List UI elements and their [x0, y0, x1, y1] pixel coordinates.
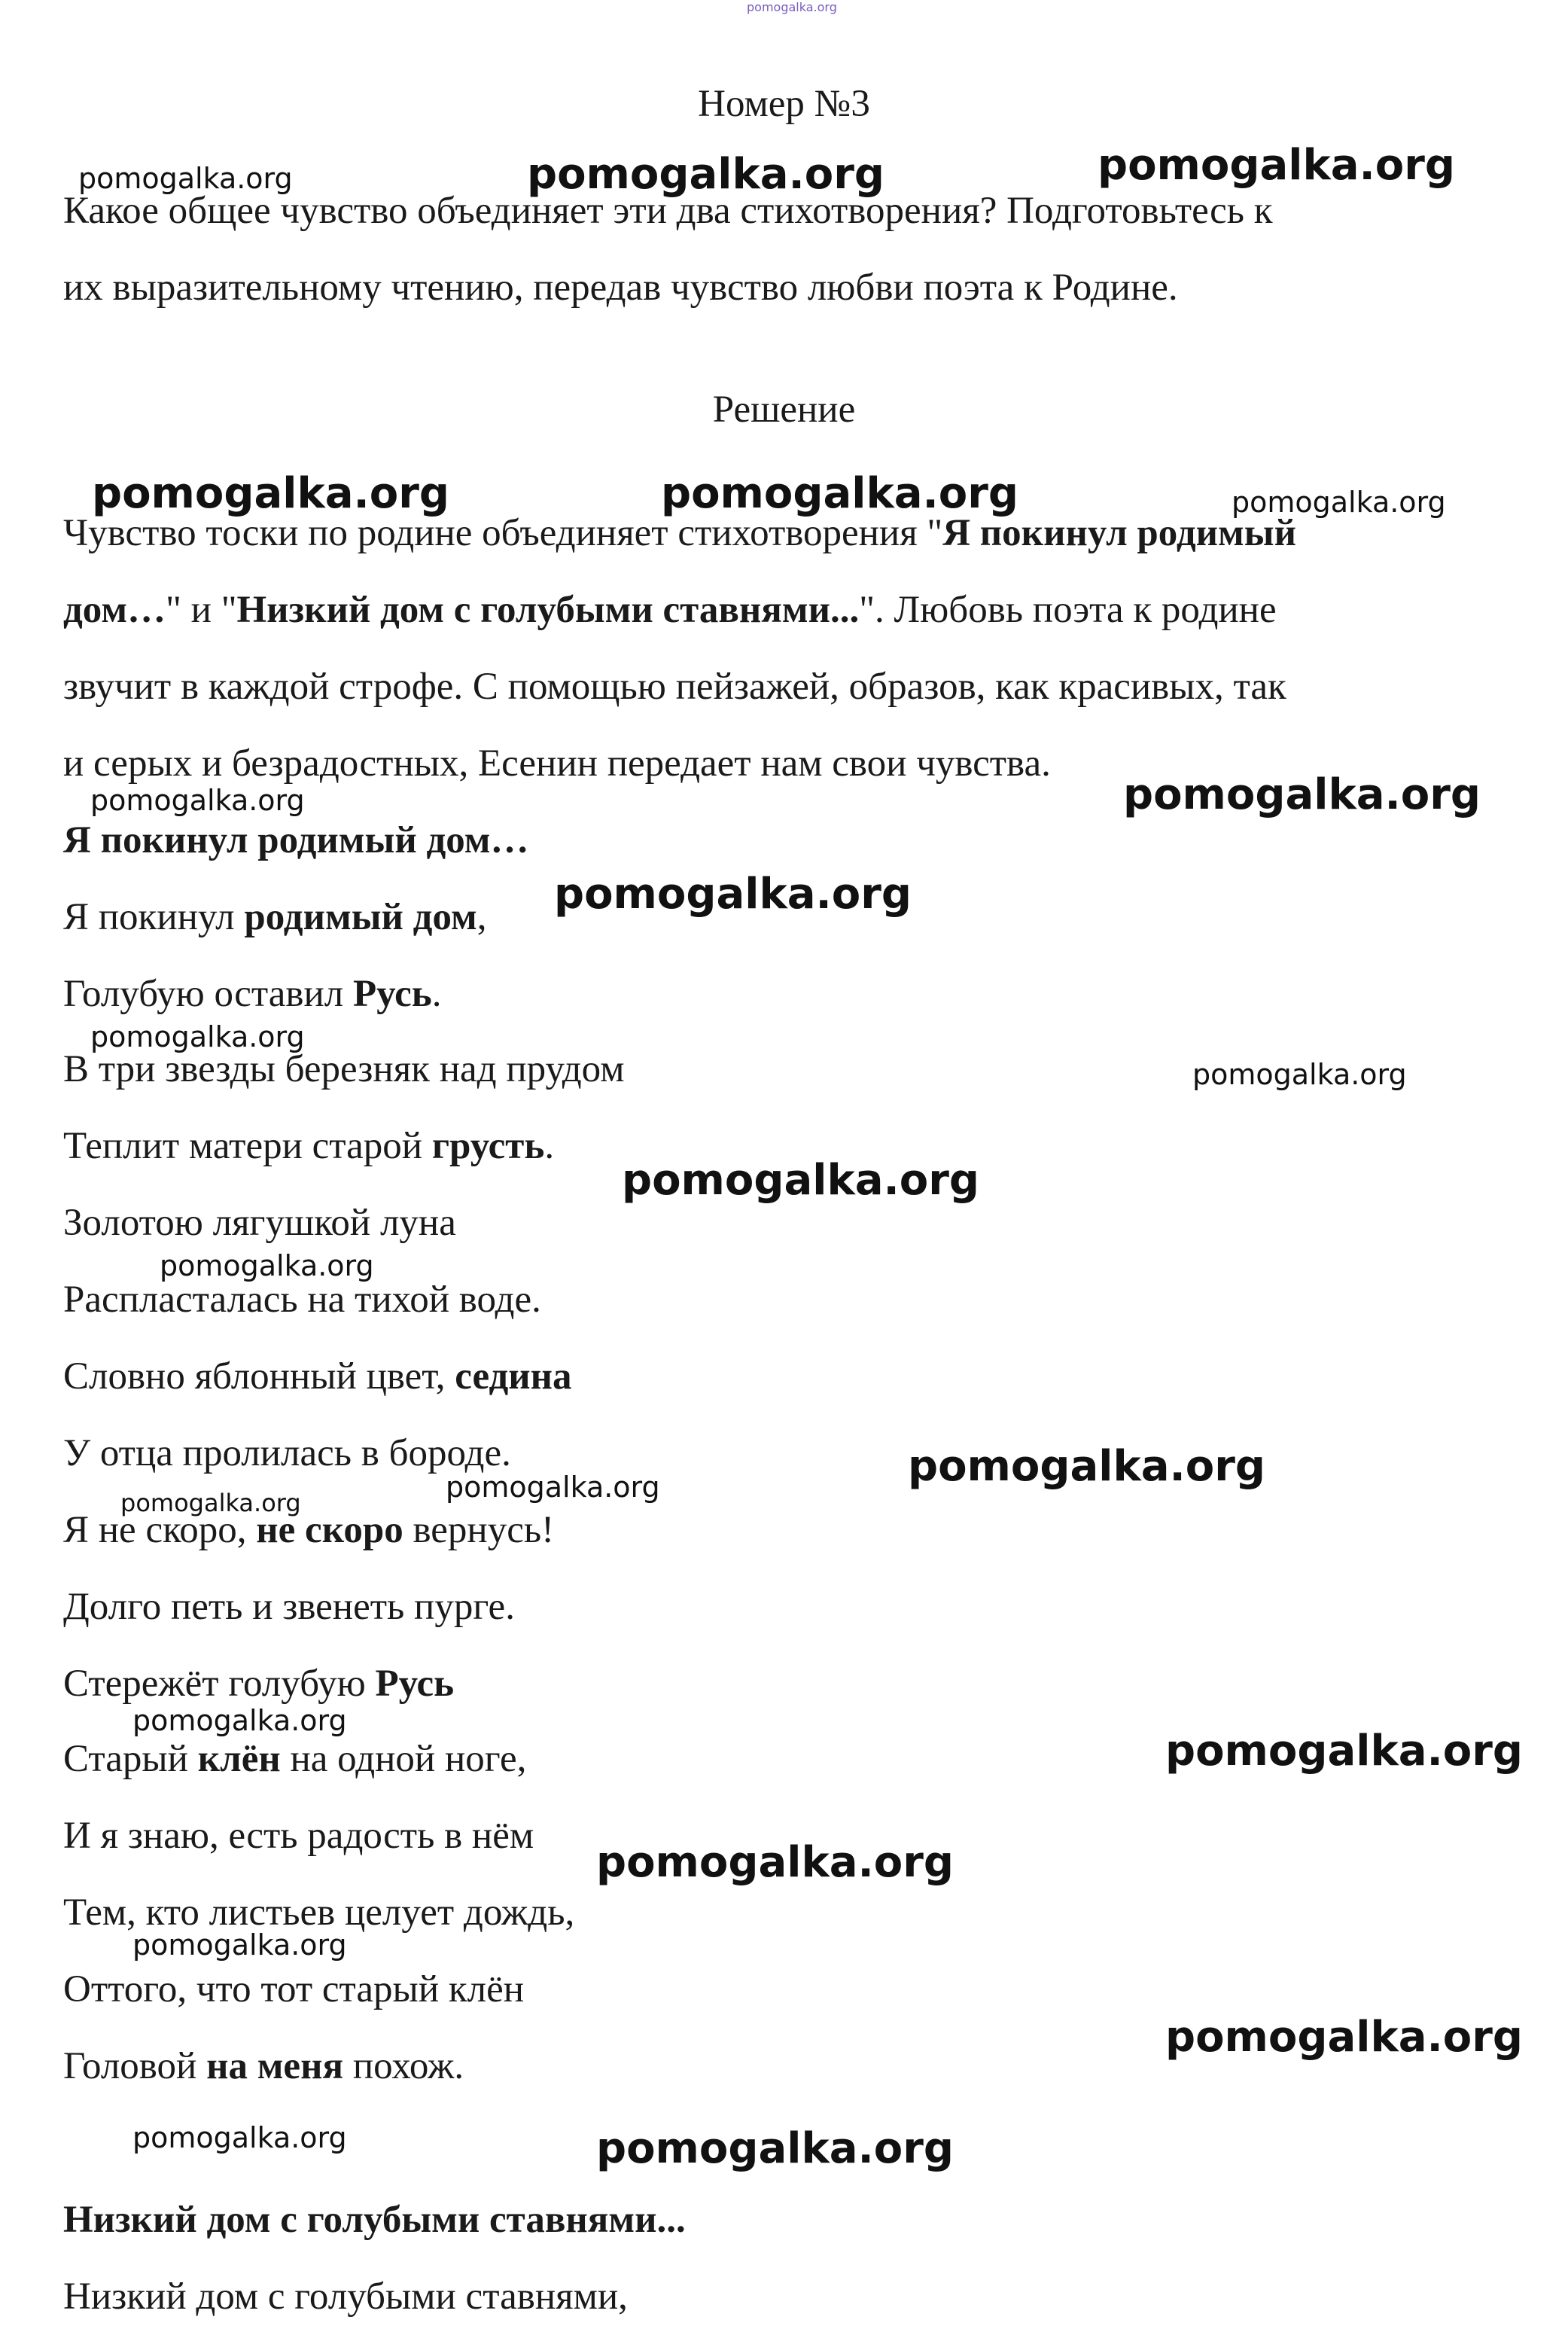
watermark: pomogalka.org [1123, 770, 1481, 819]
poem1-line-9: Я не скоро, не скоро вернусь! [63, 1509, 555, 1551]
solution-line-4: и серых и безрадостных, Есенин передает нам свои чувства. [63, 742, 1051, 785]
poem1-line-16: Головой на меня похож. [63, 2045, 464, 2087]
poem1-line-13: И я знаю, есть радость в нём [63, 1815, 534, 1857]
solution-line-1: Чувство тоски по родине объединяет стихотворения "Я покинул родимый [63, 512, 1296, 554]
poem1-line-12: Старый клён на одной ноге, [63, 1738, 527, 1780]
poem1-line-6: Распласталась на тихой воде. [63, 1279, 541, 1321]
poem1-line-4: Теплит матери старой грусть. [63, 1125, 555, 1167]
watermark: pomogalka.org [1192, 1058, 1407, 1091]
watermark: pomogalka.org [132, 1704, 347, 1737]
watermark: pomogalka.org [661, 469, 1018, 518]
watermark: pomogalka.org [78, 162, 293, 195]
poem1-line-2: Голубую оставил Русь. [63, 973, 442, 1015]
question-line-1: Какое общее чувство объединяет эти два стихотворения? Подготовьтесь к [63, 190, 1273, 232]
watermark: pomogalka.org [596, 2124, 954, 2173]
watermark: pomogalka.org [1232, 486, 1446, 519]
solution-line-2: дом…" и "Низкий дом с голубыми ставнями...". Любовь поэта к родине [63, 589, 1277, 631]
poem1-line-14: Тем, кто листьев целует дождь, [63, 1891, 575, 1934]
watermark: pomogalka.org [90, 784, 305, 817]
poem1-title: Я покинул родимый дом… [63, 819, 529, 861]
poem1-line-8: У отца пролилась в бороде. [63, 1432, 511, 1474]
watermark: pomogalka.org [1165, 2013, 1523, 2062]
poem1-line-1: Я покинул родимый дом, [63, 896, 487, 938]
poem2-line-1: Низкий дом с голубыми ставнями, [63, 2276, 628, 2318]
watermark: pomogalka.org [120, 1489, 301, 1517]
watermark: pomogalka.org [1098, 141, 1455, 190]
poem2-title: Низкий дом с голубыми ставнями... [63, 2199, 686, 2241]
solution-heading: Решение [712, 389, 856, 431]
poem1-line-10: Долго петь и звенеть пурге. [63, 1586, 515, 1628]
watermark: pomogalka.org [446, 1471, 660, 1504]
poem1-line-11: Стережёт голубую Русь [63, 1663, 455, 1705]
poem1-line-5: Золотою лягушкой луна [63, 1202, 456, 1244]
top-watermark: pomogalka.org [747, 0, 837, 14]
question-line-2: их выразительному чтению, передав чувство любви поэта к Родине. [63, 267, 1178, 309]
page-title: Номер №3 [698, 83, 870, 125]
solution-line-3: звучит в каждой строфе. С помощью пейзажей, образов, как красивых, так [63, 666, 1286, 708]
watermark: pomogalka.org [1165, 1727, 1523, 1776]
poem1-line-7: Словно яблонный цвет, седина [63, 1355, 572, 1398]
poem1-line-15: Оттого, что тот старый клён [63, 1968, 525, 2010]
watermark: pomogalka.org [132, 2121, 347, 2154]
watermark: pomogalka.org [90, 1020, 305, 1053]
watermark: pomogalka.org [622, 1156, 979, 1205]
watermark: pomogalka.org [908, 1442, 1265, 1491]
poem1-line-3: В три звезды березняк над прудом [63, 1048, 625, 1090]
watermark: pomogalka.org [160, 1249, 374, 1282]
watermark: pomogalka.org [554, 870, 912, 919]
watermark: pomogalka.org [132, 1928, 347, 1962]
watermark: pomogalka.org [92, 469, 449, 518]
watermark: pomogalka.org [527, 150, 884, 199]
watermark: pomogalka.org [596, 1838, 954, 1887]
